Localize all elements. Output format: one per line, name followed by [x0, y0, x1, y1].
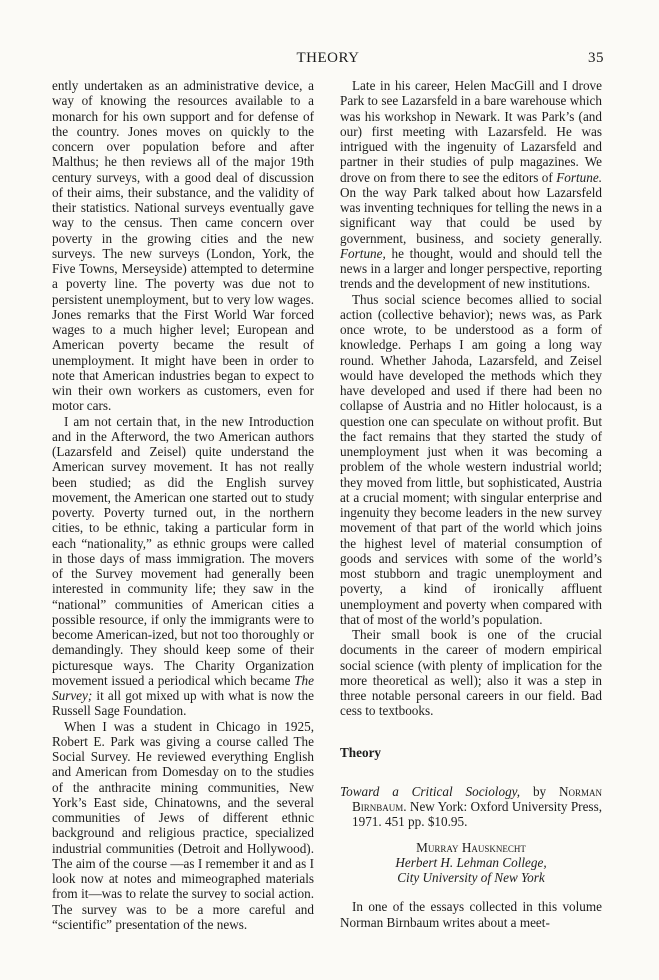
left-paragraph-1: ently undertaken as an administrative device, a way of knowing the resources available to a monarch for his own support and for defense of the country. Jones moves on quickly to the concern over population before and after Malthus; he then reviews all of the major 19th century surveys, with a good deal of discussion of their aims, their substance, and the validity of their statistics. National surveys eventually gave way to the census. Then came concern over poverty in the growing cities and the new surveys. The new surveys (London, York, the Five Towns, Merseyside) attempted to determine a poverty line. The poverty was due not to persistent unemployment, but to very low wages. Jones remarks that the First World War forced wages to a much higher level; European and American poverty became the result of unemployment. It might have been in order to note that American industries began to expect to win their own workers as customers, even for motor cars.: [52, 78, 314, 414]
running-head-title: THEORY: [296, 50, 360, 66]
right-paragraph-1: [340, 78, 602, 292]
review-publication: New York: Oxford University Press, 1971. 451 pp. $10.95.: [352, 799, 602, 830]
right-paragraph-1-text-b: On the way Park talked about how Lazarsfeld was inventing techniques for telling the news in a significant way that could be used by government, business, and society generally.: [340, 184, 602, 246]
reviewer-affiliation-1: Herbert H. Lehman College,: [395, 854, 547, 870]
left-paragraph-2-text-a: I am not certain that, in the new Introduction and in the Afterword, the two American authors (Lazarsfeld and Zeisel) quite understand the American survey movement. It has not really been studied; as did the English survey movement, the American one started out to study poverty. Poverty turned out, in the northern cities, to be ethnic, taking a particular form in each “nationality,” as ethnic groups were called in those days of mass immigration. The movers of the Survey movement had generally been interested in community life; they saw in the “national” communities of American cities a possible resource, if only the immigrants were to become American-ized, but not too thoroughly or demandingly. They should keep some of their picturesque ways. The Charity Organization movement issued a periodical which became: [52, 413, 314, 688]
left-column: [52, 78, 314, 932]
right-paragraph-3: Their small book is one of the crucial documents in the career of modern empirical social science (with plenty of implication for the more theoretical as well); also it was a step in three notable personal careers in our field. Bad cess to textbooks.: [340, 627, 602, 719]
magazine-title-fortune-2: Fortune,: [340, 245, 386, 261]
section-heading: Theory: [340, 744, 382, 760]
left-paragraph-2: [52, 414, 314, 719]
left-paragraph-2-text-b: it all got mixed up with what is now the Russell Sage Foundation.: [52, 688, 314, 719]
running-head: [52, 50, 604, 70]
right-paragraph-1-text-a: Late in his career, Helen MacGill and I drove Park to see Lazarsfeld in a bare warehouse which was his workshop in Newark. It was Park’s (and our) first meeting with Lazarsfeld. He was intrigued with the ingenuity of Lazarsfeld and partner in their studies of pulp magazines. We drove on from there to see the editors of: [340, 78, 602, 185]
right-paragraph-2: Thus social science becomes allied to social action (collective behavior); news was, as Park once wrote, to be understood as a form of knowledge. Perhaps I am going a long way round. Whether Jahoda, Lazarsfeld, and Zeisel would have developed the methods which they have developed and used if there had been no collapse of Austria and no Hitler holocaust, is a question one can speculate on without profit. But the fact remains that they started the study of unemployment just when it was becoming a problem of the whole western industrial world; they moved from little, but sophisticated, Austria at a crucial moment; with singular enterprise and ingenuity they become leaders in the new survey movement of that part of the world which joins the highest level of material consumption of goods and services with some of the world’s most stubborn and tragic unemployment and poverty, a kind of ironically affluent unemployment and poverty when compared with that of most of the world’s population.: [340, 291, 602, 627]
review-book-title: Toward a Critical Sociology,: [340, 783, 521, 799]
page-number: 35: [588, 50, 604, 66]
right-paragraph-1-text-c: he thought, would and should tell the news in a larger and longer perspective, reporting trends and the development of new institutions.: [340, 245, 602, 292]
review-by: by: [520, 783, 559, 799]
review-paragraph-1: In one of the essays collected in this volume Norman Birnbaum writes about a meet-: [340, 899, 602, 930]
left-paragraph-3: When I was a student in Chicago in 1925, Robert E. Park was giving a course called The Social Survey. He reviewed everything English and American from Domesday on to the studies of the anthracite mining communities, New York’s East side, Chinatowns, and the several communities of Jews of different ethnic background and religious practice, specialized industrial communities (Detroit and Hollywood). The aim of the course —as I remember it and as I look now at notes and mimeographed materials from it—was to relate the survey to social action. The survey was to be a more careful and “scientific” presentation of the news.: [52, 718, 314, 932]
reviewer-name: Murray Hausknecht: [416, 839, 526, 855]
magazine-title-fortune: Fortune.: [556, 169, 602, 185]
review-author: Norman Birnbaum.: [352, 783, 603, 814]
review-citation: [340, 784, 602, 830]
journal-title-the-survey: The Survey;: [52, 672, 314, 703]
right-column: [340, 78, 602, 930]
reviewer-affiliation-2: City University of New York: [397, 870, 545, 885]
